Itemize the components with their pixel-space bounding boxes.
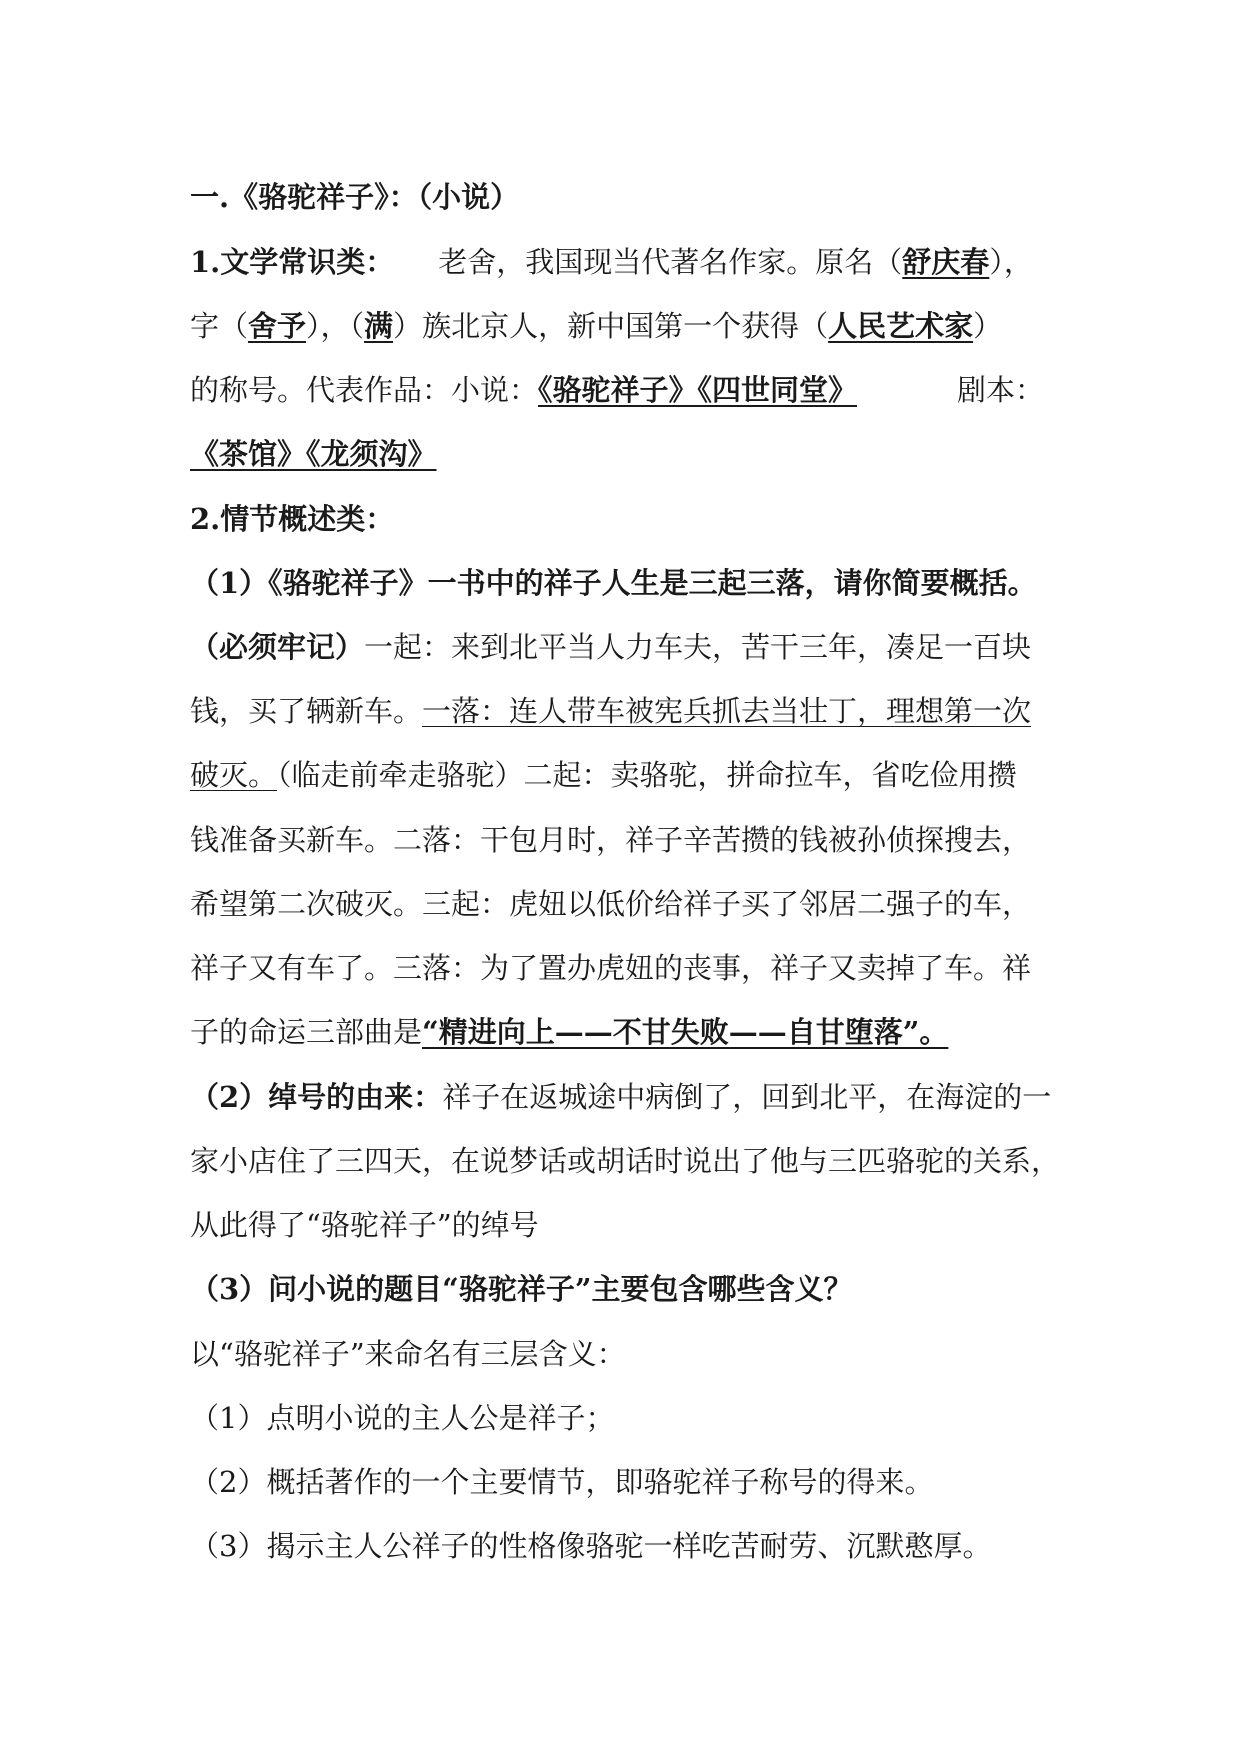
plot-line-7: 子的命运三部曲是“精进向上——不甘失败——自甘堕落”。 (190, 1015, 949, 1049)
fate-trilogy: “精进向上——不甘失败——自甘堕落”。 (422, 1015, 949, 1049)
nickname-line-1: （2）绰号的由来：祥子在返城途中病倒了，回到北平，在海淀的一 (190, 1080, 1052, 1114)
literature-line-3: 的称号。代表作品：小说：《骆驼祥子》《四世同堂》 剧本： (190, 373, 1045, 407)
plays: 《茶馆》《龙须沟》 (190, 437, 437, 471)
plot-line-5: 希望第二次破灭。三起：虎妞以低价给祥子买了邻居二强子的车， (190, 887, 1032, 921)
meaning-3: （3）揭示主人公祥子的性格像骆驼一样吃苦耐劳、沉默憨厚。 (190, 1529, 992, 1563)
original-name: 舒庆春 (902, 245, 990, 279)
nickname-label: （2）绰号的由来： (190, 1080, 443, 1114)
question-1: （1）《骆驼祥子》一书中的祥子人生是三起三落，请你简要概括。 (190, 566, 1037, 600)
meaning-intro: 以“骆驼祥子”来命名有三层含义： (190, 1337, 626, 1371)
meaning-1: （1）点明小说的主人公是祥子； (190, 1401, 615, 1435)
courtesy-name: 舍予 (248, 309, 307, 343)
literature-line-1: 1.文学常识类： 老舍，我国现当代著名作家。原名（舒庆春）， (190, 245, 1033, 279)
novels: 《骆驼祥子》《四世同堂》 (538, 373, 858, 407)
question-3: （3）问小说的题目“骆驼祥子”主要包含哪些含义？ (190, 1272, 853, 1306)
nickname-line-2: 家小店住了三四天，在说梦话或胡话时说出了他与三匹骆驼的关系， (190, 1144, 1061, 1178)
plot-line-3: 破灭。（临走前牵走骆驼）二起：卖骆驼，拼命拉车，省吃俭用攒 (190, 758, 1017, 792)
section1-title: 1.文学常识类： (190, 245, 395, 279)
ethnicity: 满 (364, 309, 394, 343)
plot-line-4: 钱准备买新车。二落：干包月时，祥子辛苦攒的钱被孙侦探搜去， (190, 823, 1032, 857)
literature-line-4 (190, 434, 1070, 474)
plot-line-1: （必须牢记）一起：来到北平当人力车夫，苦干三年，凑足一百块 (190, 630, 1032, 664)
section2-title: 2.情节概述类： (190, 502, 395, 536)
nickname-line-3: 从此得了“骆驼祥子”的绰号 (190, 1208, 539, 1242)
section-heading: 一.《骆驼祥子》：（小说） (190, 180, 520, 214)
plot-line-2: 钱，买了辆新车。一落：连人带车被宪兵抓去当壮丁，理想第一次 (190, 694, 1032, 728)
honorary-title: 人民艺术家 (828, 309, 974, 343)
literature-line-2: 字（舍予），（满）族北京人，新中国第一个获得（人民艺术家） (190, 309, 1003, 343)
plot-line-6: 祥子又有车了。三落：为了置办虎妞的丧事，祥子又卖掉了车。祥 (190, 951, 1032, 985)
meaning-2: （2）概括著作的一个主要情节，即骆驼祥子称号的得来。 (190, 1465, 934, 1499)
